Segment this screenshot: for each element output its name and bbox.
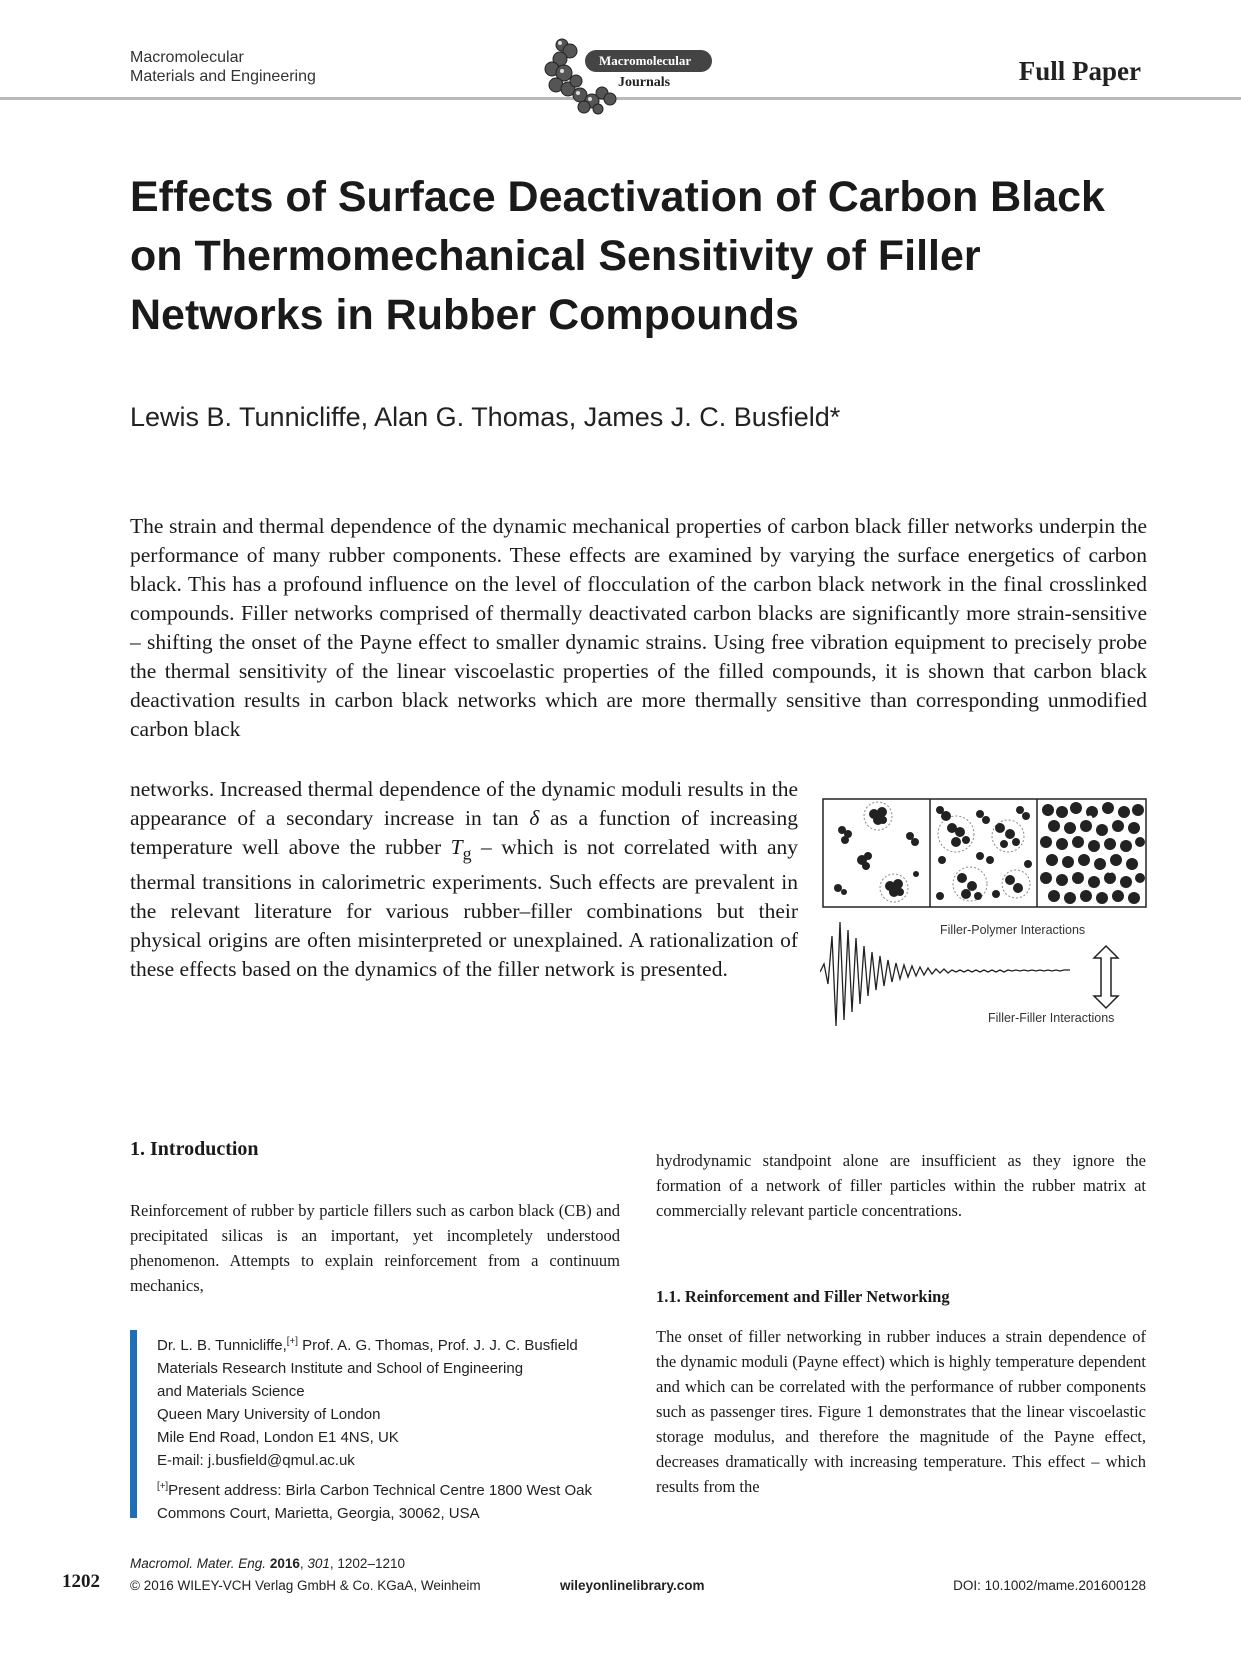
website-link[interactable]: wileyonlinelibrary.com xyxy=(560,1578,705,1593)
molecule-logo-icon xyxy=(540,35,630,117)
affiliation-line-5: Mile End Road, London E1 4NS, UK xyxy=(157,1429,399,1446)
present-address-text: Present address: Birla Carbon Technical Centre 1800 West Oak Commons Court, Marietta, Georgia, 30062, USA xyxy=(157,1482,592,1522)
authors: Lewis B. Tunnicliffe, Alan G. Thomas, James J. C. Busfield* xyxy=(130,402,841,432)
subsection-heading: 1.1. Reinforcement and Filler Networking xyxy=(656,1287,950,1306)
cite-year: 2016 xyxy=(269,1556,300,1571)
title-line-3: Networks in Rubber Compounds xyxy=(130,291,799,339)
affiliation-line-3: and Materials Science xyxy=(157,1383,305,1400)
cite-volume: 301 xyxy=(307,1556,330,1571)
tg-subscript: g xyxy=(462,843,472,864)
present-address-sup: [+] xyxy=(157,1481,169,1492)
title-line-1: Effects of Surface Deactivation of Carbon Black xyxy=(130,173,1105,221)
section-heading-introduction: 1. Introduction xyxy=(130,1138,259,1160)
affiliation-line-4: Queen Mary University of London xyxy=(157,1406,381,1423)
label-filler-polymer: Filler-Polymer Interactions xyxy=(940,923,1086,937)
affiliation-name-b: Prof. A. G. Thomas, Prof. J. J. C. Busfield xyxy=(297,1337,578,1354)
affiliation-sup: [+] xyxy=(286,1336,298,1347)
affiliation-name-a: Dr. L. B. Tunnicliffe, xyxy=(157,1337,287,1354)
abstract-bottom xyxy=(130,775,798,984)
filler-network-figure xyxy=(820,798,1148,1034)
journal-name xyxy=(130,48,316,86)
cite-pages: , 1202–1210 xyxy=(329,1556,405,1571)
abstract-bottom-a: networks. Increased thermal dependence of the dynamic moduli results in the appearance of a secondary increase in tan xyxy=(130,777,798,830)
logo-subtitle: Journals xyxy=(618,75,671,90)
right-column-paragraph-2: The onset of filler networking in rubber induces a strain dependence of the dynamic moduli (Payne effect) which is highly temperature dependent and which can be correlated with the performance of rubber components such as passenger tires. Figure 1 demonstrates that the linear viscoelastic storage modulus, and therefore the magnitude of the Payne effect, decreases dramatically with increasing temperature. This effect – which results from the xyxy=(656,1327,1146,1496)
copyright: © 2016 WILEY-VCH Verlag GmbH & Co. KGaA, Weinheim xyxy=(130,1578,481,1593)
double-arrow-icon xyxy=(1094,946,1118,1008)
citation: Macromol. Mater. Eng. 2016, 301, 1202–1210 xyxy=(130,1556,405,1571)
paper-title xyxy=(130,168,1150,345)
journals-logo xyxy=(540,35,720,117)
affiliation-text xyxy=(157,1330,627,1472)
tan-delta-symbol: δ xyxy=(529,806,540,830)
abstract-bottom-b: as a function of increasing temperature well above the rubber xyxy=(130,806,798,859)
journal-name-line2: Materials and Engineering xyxy=(130,68,316,85)
affiliation-line-2: Materials Research Institute and School of Engineering xyxy=(157,1360,524,1377)
page-number: 1202 xyxy=(62,1571,100,1592)
abstract-top: The strain and thermal dependence of the dynamic mechanical properties of carbon black filler networks underpin the performance of many rubber components. These effects are examined by varying the surface energetics of carbon black. This has a profound influence on the level of flocculation of the carbon black network in the final crosslinked compounds. Filler networks comprised of thermally deactivated carbon blacks are significantly more strain-sensitive – shifting the onset of the Payne effect to smaller dynamic strains. Using free vibration equipment to precisely probe the thermal sensitivity of the linear viscoelastic properties of the filled compounds, it is shown that carbon black deactivation results in carbon black networks which are more thermally sensitive than corresponding unmodified carbon black xyxy=(130,514,1147,741)
affiliation-names xyxy=(157,1330,627,1357)
journal-name-line1: Macromolecular xyxy=(130,49,244,66)
affiliation-box xyxy=(130,1330,627,1522)
article-type: Full Paper xyxy=(1018,56,1141,86)
title-line-2: on Thermomechanical Sensitivity of Filler xyxy=(130,232,981,280)
right-column-paragraph-1: hydrodynamic standpoint alone are insufficient as they ignore the formation of a network of filler particles within the rubber matrix at commercially relevant particle concentrations. xyxy=(656,1151,1146,1220)
toc-graphic xyxy=(820,798,1148,1034)
label-filler-filler: Filler-Filler Interactions xyxy=(988,1011,1115,1025)
intro-paragraph: Reinforcement of rubber by particle fillers such as carbon black (CB) and precipitated silicas is an important, yet incompletely understood phenomenon. Attempts to explain reinforcement from a continuum mechanics, xyxy=(130,1201,620,1295)
cite-journal: Macromol. Mater. Eng. xyxy=(130,1556,267,1571)
logo-title: Macromolecular xyxy=(585,50,712,72)
abstract-bottom-c: – which is not correlated with any thermal transitions in calorimetric experiments. Such effects are prevalent in the relevant literature for various rubber–filler combinations but their physical origins are often misinterpreted or unexplained. A rationalization of these effects based on the dynamics of the filler network is presented. xyxy=(130,835,799,982)
affiliation-email: E-mail: j.busfield@qmul.ac.uk xyxy=(157,1452,355,1469)
present-address xyxy=(157,1475,627,1525)
tg-symbol: T xyxy=(450,835,463,859)
doi[interactable]: DOI: 10.1002/mame.201600128 xyxy=(953,1578,1146,1593)
